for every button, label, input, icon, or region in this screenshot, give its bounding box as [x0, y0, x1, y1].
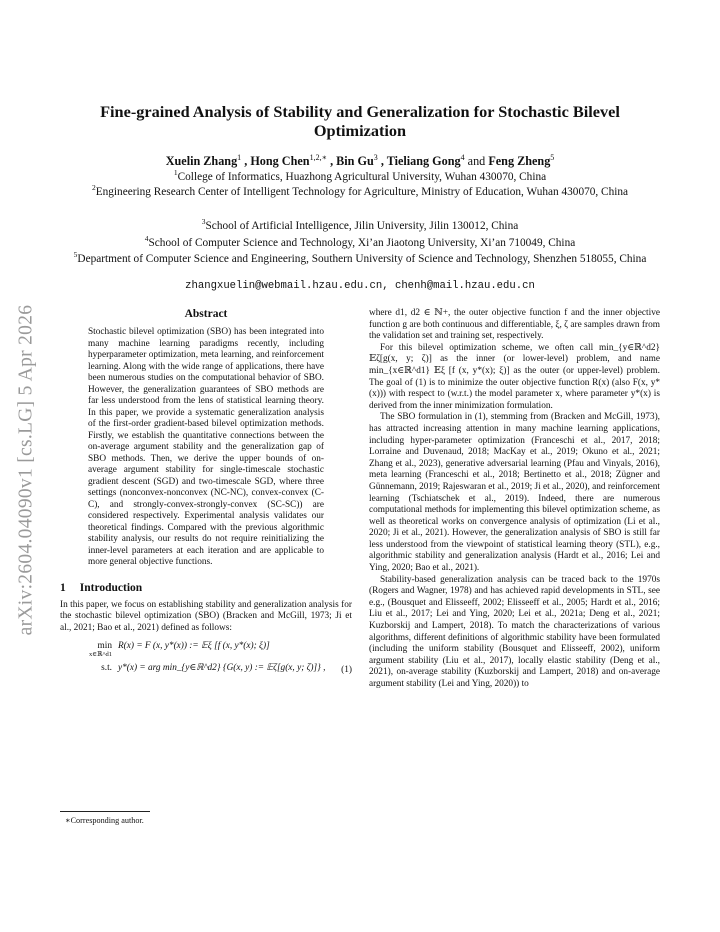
body-paragraph: where d1, d2 ∈ ℕ+, the outer objective function f and the inner objective function g are both continuous and differentiable, ξ, ζ are samples drawn from the validation set and training set, respectively. [369, 308, 660, 342]
body-paragraph: For this bilevel optimization scheme, we often call min_{y∈ℝ^d2} 𝔼ζ[g(x, y; ζ)] as the inner (or lower-level) problem, and name min_{x∈ℝ^d1} 𝔼ξ [f (x, y*(x); ξ)] as the outer (or upper-level) problem. The goal of (1) is to minimize the outer objective function R(x) (also F(x, y*(x))) with respect to (w.r.t.) the model parameter x, where parameter y*(x) is derived from the inner minimization formulation. [369, 342, 660, 411]
left-column [60, 308, 352, 678]
equation-subscript: x∈ℝ^d1 [88, 651, 112, 659]
equation-line-objective: R(x) = F (x, y*(x)) := 𝔼ξ [f (x, y*(x); ξ)] [118, 641, 270, 652]
affiliation-mark: 3 [201, 217, 206, 226]
equation-number: (1) [341, 665, 352, 676]
affiliation-mark: 1 [173, 168, 178, 177]
affiliation-text: Engineering Research Center of Intelligent Technology for Agriculture, Ministry of Education, Wuhan 430070, China [95, 185, 629, 198]
footnote-corresponding-author: ∗Corresponding author. [65, 816, 144, 825]
author-conjunction: and [467, 154, 486, 169]
section-heading-introduction [60, 582, 352, 594]
equation-1 [60, 640, 352, 674]
affiliation-3 [60, 215, 660, 233]
author-name: Feng Zheng [488, 154, 551, 169]
section-number: 1 [60, 581, 66, 594]
affiliation-text: School of Computer Science and Technology, Xi’an Jiaotong University, Xi’an 710049, China [148, 236, 576, 249]
section-title: Introduction [79, 581, 143, 594]
author-mark: 1 [237, 153, 242, 162]
affiliation-5 [60, 248, 660, 266]
affiliation-mark: 5 [73, 250, 78, 259]
author-name: Tieliang Gong [386, 154, 461, 169]
author-mark: 3 [373, 153, 378, 162]
equation-operator: min [97, 641, 112, 652]
equation-line-constraint: y*(x) = arg min_{y∈ℝ^d2} {G(x, y) := 𝔼ζ[g(x, y; ζ)]} , [118, 663, 326, 674]
author-mark: 4 [460, 153, 465, 162]
author-mark: 1,2,∗ [309, 153, 328, 162]
author-mark: 5 [550, 153, 555, 162]
abstract-heading: Abstract [184, 308, 228, 320]
author-emails: zhangxuelin@webmail.hzau.edu.cn, chenh@mail.hzau.edu.cn [185, 280, 535, 292]
arxiv-identifier-stamp [6, 260, 46, 680]
author-name: Xuelin Zhang [165, 154, 238, 169]
body-paragraph: The SBO formulation in (1), stemming from (Bracken and McGill, 1973), has attracted increasing attention in many machine learning applications, including hyper-parameter optimization (Franceschi et al., 2017, 2018; Lorraine and Duvenaud, 2018; MacKay et al., 2019; Okuno et al., 2021; Zhang et al., 2023), generative adversarial learning (Pfau and Vinyals, 2016), meta learning (Franceschi et al., 2018; Bertinetto et al., 2018; Zügner and Günnemann, 2019; Rajeswaran et al., 2019; Ji et al., 2020), and reinforcement learning (Tschiatschek et al., 2019). Indeed, there are numerous computational methods for implementing this bilevel optimization scheme, as well as theoretical works on convergence analysis of optimization (Li et al., 2020; Ji et al., 2021). However, the generalization analysis of SBO is still far less understood from the viewpoint of statistical learning theory (STL), e.g., algorithmic stability and generalization analysis (Hardt et al., 2016; Lei and Ying, 2020; Bao et al., 2021). [369, 412, 660, 574]
body-paragraph: Stability-based generalization analysis can be traced back to the 1970s (Rogers and Wagner, 1978) and has achieved rapid developments in STL, see e.g., (Bousquet and Elisseeff, 2002; Elisseeff et al., 2005; Hardt et al., 2016; Liu et al., 2017; Lei and Ying, 2020; Lei et al., 2021a; Deng et al., 2021; Kuzborskij and Lampert, 2018). To match the characterizations of various algorithms, different definitions of algorithmic stability have been formulated (including the uniform stability (Bousquet and Elisseeff, 2002), uniform argument stability (Liu et al., 2017), locally elastic stability (Deng et al., 2021), on-average stability (Kuzborskij and Lampert, 2018) and on-average argument stability (Lei and Ying, 2020)) to [369, 574, 660, 689]
author-list: Xuelin Zhang$^1$ , Hong Chen$^{1,2,∗}$ , Bin Gu$^3$ , Tieliang Gong$^4$ and Feng Zheng$^5$ [165, 153, 555, 169]
affiliation-text: Department of Computer Science and Engineering, Southern University of Science and Technology, Shenzhen 518055, China [77, 252, 647, 265]
affiliation-2 [60, 181, 660, 199]
paper-title: Fine-grained Analysis of Stability and Generalization for Stochastic Bilevel Optimization [100, 102, 620, 140]
author-name: Bin Gu [336, 154, 374, 169]
right-column [369, 308, 660, 691]
affiliation-mark: 4 [144, 234, 149, 243]
footnote-rule [60, 811, 150, 812]
affiliation-text: School of Artificial Intelligence, Jilin University, Jilin 130012, China [205, 219, 519, 232]
abstract-text: Stochastic bilevel optimization (SBO) has been integrated into many machine learning paradigms recently, including hyperparameter optimization, meta learning, and reinforcement learning. Along with the wide range of applications, there have been numerous studies on the computational behavior of SBO. However, the generalization guarantees of SBO methods are far less understood from the lens of statistical learning theory. In this paper, we provide a systematic generalization analysis of the first-order gradient-based bilevel optimization methods. Firstly, we establish the quantitative connections between the on-average argument stability and the generalization gap of SBO methods. Then, we derive the upper bounds of on-average argument stability for single-timescale stochastic gradient descent (SGD) and two-timescale SGD, where three settings (nonconvex-nonconvex (NC-NC), convex-convex (C-C), and strongly-convex-strongly-convex (SC-SC)) are considered respectively. Experimental analysis validates our theoretical findings. Compared with the previous algorithmic stability analysis, our results do not require reinitializing the inner-level parameters at each iteration and are applicable to more general objective functions. [88, 327, 324, 567]
arxiv-identifier-text: arXiv:2604.04090v1 [cs.LG] 5 Apr 2026 [15, 304, 37, 636]
author-name: Hong Chen [250, 154, 310, 169]
affiliation-mark: 2 [91, 183, 96, 192]
affiliation-text: College of Informatics, Huazhong Agricultural University, Wuhan 430070, China [177, 170, 547, 183]
equation-operator: s.t. [101, 663, 112, 674]
intro-paragraph: In this paper, we focus on establishing stability and generalization analysis for the stochastic bilevel optimization (SBO) (Bracken and McGill, 1973; Ji et al., 2021; Bao et al., 2021) defined as follows: [60, 599, 352, 633]
